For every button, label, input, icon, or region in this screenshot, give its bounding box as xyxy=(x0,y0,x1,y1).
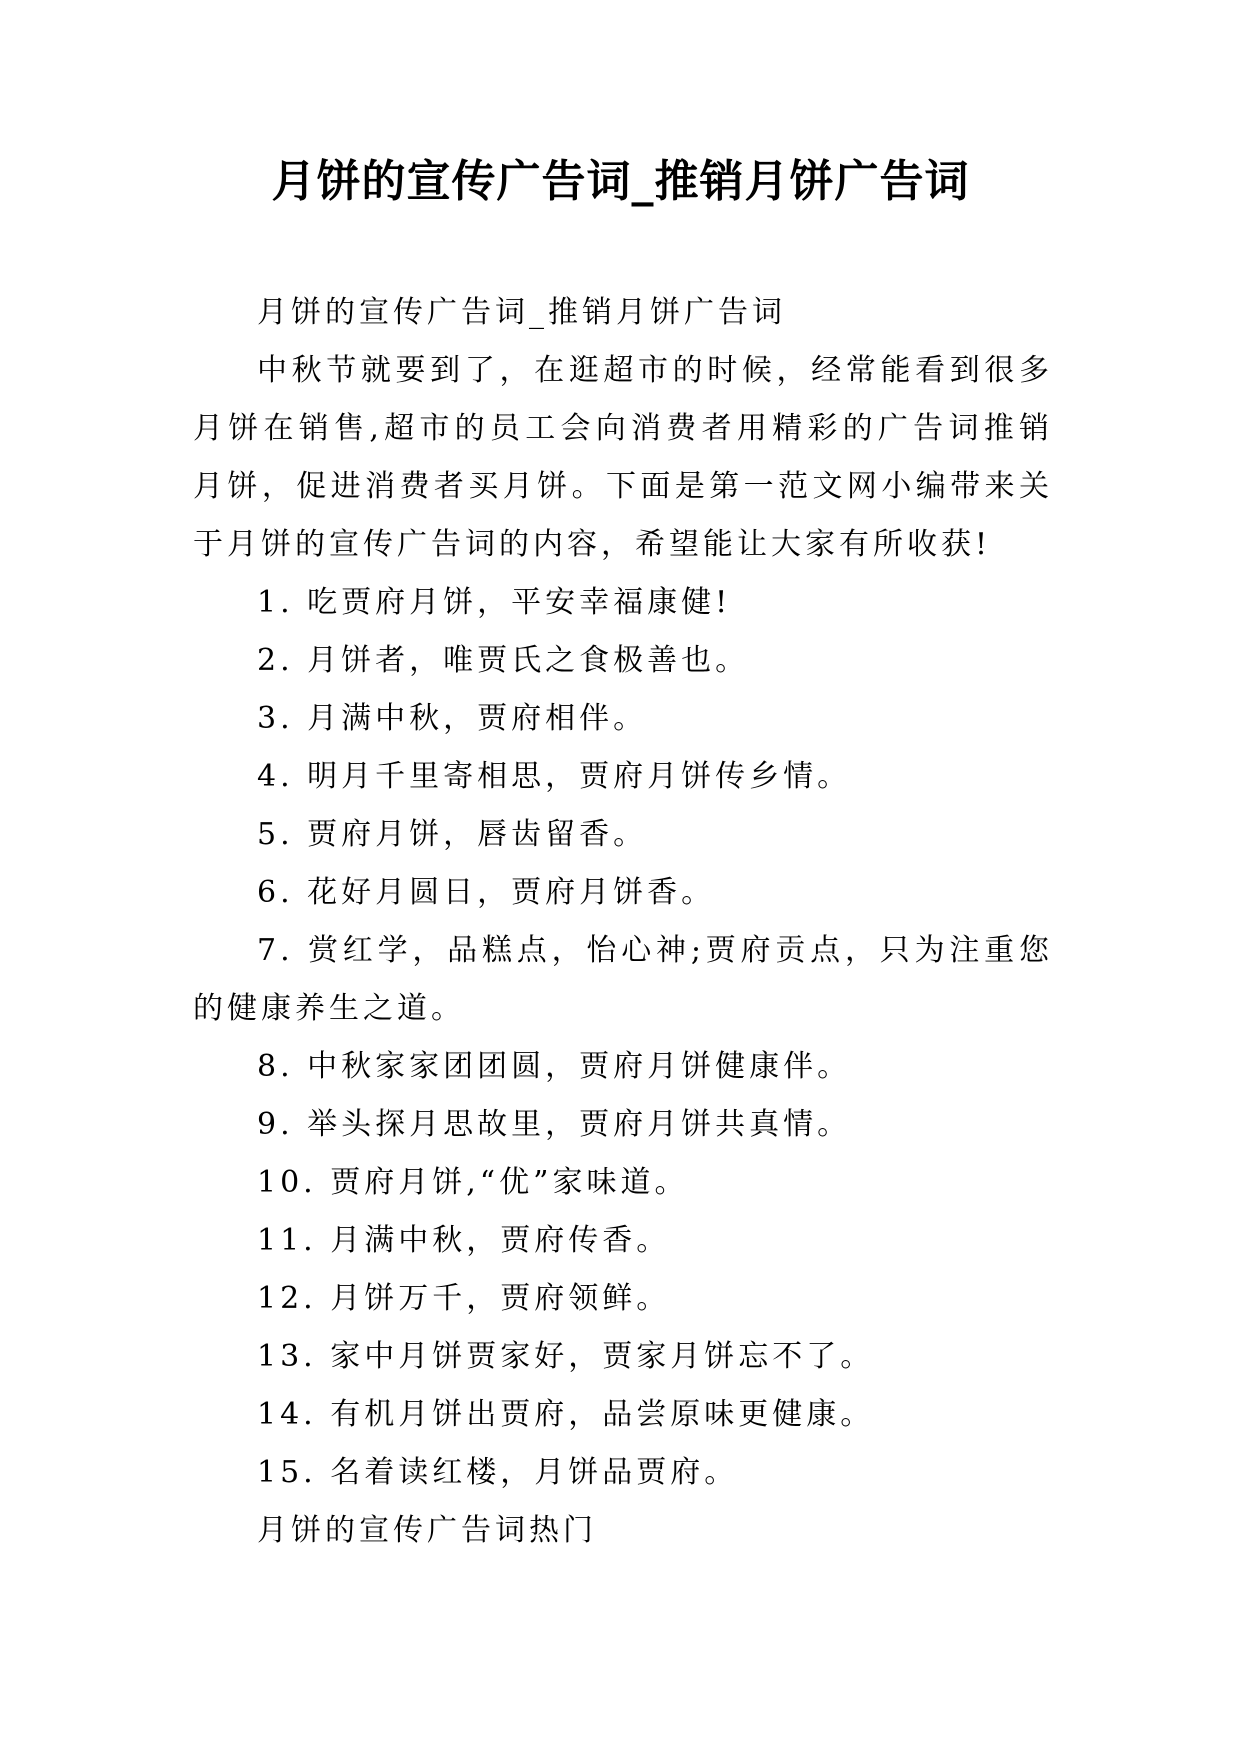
subtitle-paragraph: 月饼的宣传广告词_推销月饼广告词 xyxy=(257,295,786,330)
document-body xyxy=(193,284,1053,1560)
intro-paragraph: 中秋节就要到了，在逛超市的时候，经常能看到很多月饼在销售,超市的员工会向消费者用精彩的广告词推销月饼，促进消费者买月饼。下面是第一范文网小编带来关于月饼的宣传广告词的内容，希望能让大家有所收获! xyxy=(193,353,1053,562)
slogan-item-13: 13. 家中月饼贾家好，贾家月饼忘不了。 xyxy=(257,1339,875,1374)
document-title: 月饼的宣传广告词_推销月饼广告词 xyxy=(271,156,970,207)
slogan-item-12: 12. 月饼万千，贾府领鲜。 xyxy=(257,1281,671,1316)
slogan-item-10: 10. 贾府月饼,“优”家味道。 xyxy=(257,1165,689,1200)
slogan-item-8: 8. 中秋家家团团圆，贾府月饼健康伴。 xyxy=(257,1049,852,1084)
slogan-item-14: 14. 有机月饼出贾府，品尝原味更健康。 xyxy=(257,1397,875,1432)
slogan-item-2: 2. 月饼者，唯贾氏之食极善也。 xyxy=(257,643,750,678)
slogan-item-3: 3. 月满中秋，贾府相伴。 xyxy=(257,701,648,736)
slogan-item-4: 4. 明月千里寄相思，贾府月饼传乡情。 xyxy=(257,759,852,794)
slogan-item-6: 6. 花好月圆日，贾府月饼香。 xyxy=(257,875,716,910)
slogan-item-7: 7. 赏红学，品糕点，怡心神;贾府贡点，只为注重您的健康养生之道。 xyxy=(193,933,1053,1026)
slogan-item-5: 5. 贾府月饼，唇齿留香。 xyxy=(257,817,648,852)
slogan-item-9: 9. 举头探月思故里，贾府月饼共真情。 xyxy=(257,1107,852,1142)
slogan-item-15: 15. 名着读红楼，月饼品贾府。 xyxy=(257,1455,739,1490)
slogan-item-1: 1. 吃贾府月饼，平安幸福康健! xyxy=(257,585,732,620)
slogan-item-11: 11. 月满中秋，贾府传香。 xyxy=(257,1223,671,1258)
section-heading: 月饼的宣传广告词热门 xyxy=(257,1513,597,1548)
